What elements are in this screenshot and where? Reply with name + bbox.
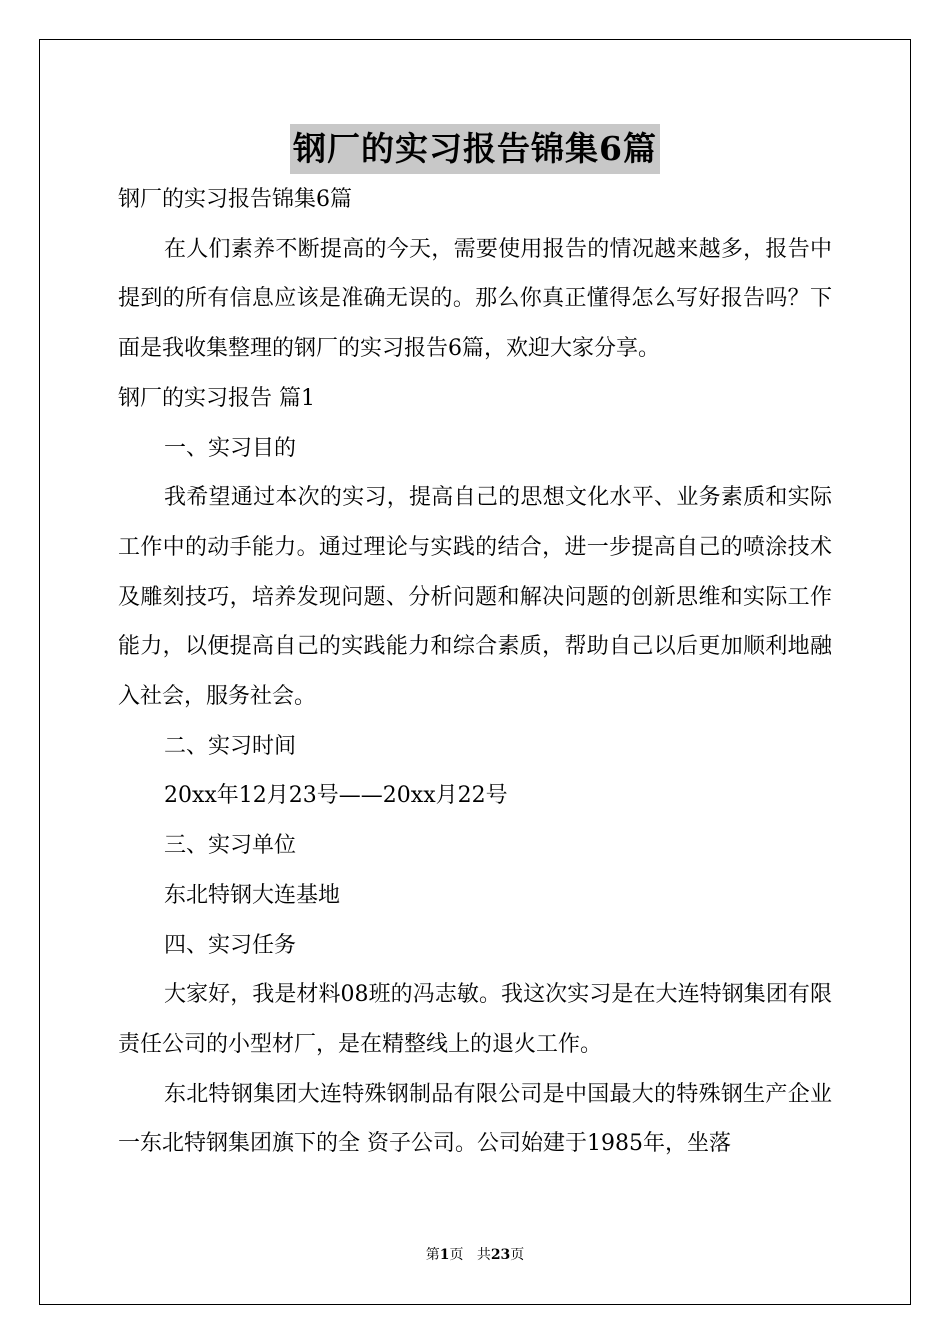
paragraph-time: 20xx年12月23号——20xx月22号 bbox=[164, 783, 508, 809]
subheading-unit: 三、实习单位 bbox=[164, 833, 297, 859]
total-suffix: 页 bbox=[510, 1247, 525, 1263]
page-number: 1 bbox=[439, 1247, 450, 1263]
subheading-purpose: 一、实习目的 bbox=[164, 435, 297, 461]
section-heading: 钢厂的实习报告 篇1 bbox=[118, 385, 315, 411]
total-prefix: 共 bbox=[476, 1247, 491, 1263]
subheading-time: 二、实习时间 bbox=[164, 733, 297, 759]
paragraph-unit: 东北特钢大连基地 bbox=[164, 882, 341, 908]
page-prefix: 第 bbox=[425, 1247, 440, 1263]
document-title: 钢厂的实习报告锦集6篇 bbox=[290, 124, 660, 174]
intro-paragraph: 在人们素养不断提高的今天，需要使用报告的情况越来越多，报告中提到的所有信息应该是准确无误的。那么你真正懂得怎么写好报告吗？下面是我收集整理的钢厂的实习报告6篇，欢迎大家分享。 bbox=[118, 236, 832, 362]
paragraph-task: 大家好，我是材料08班的冯志敏。我这次实习是在大连特钢集团有限责任公司的小型材厂，是在精整线上的退火工作。 bbox=[118, 982, 832, 1057]
paragraph-purpose: 我希望通过本次的实习，提高自己的思想文化水平、业务素质和实际工作中的动手能力。通过理论与实践的结合，进一步提高自己的喷涂技术及雕刻技巧，培养发现问题、分析问题和解决问题的创新思维和实际工作能力，以便提高自己的实践能力和综合素质，帮助自己以后更加顺利地融入社会，服务社会。 bbox=[118, 485, 832, 710]
page-footer bbox=[0, 1245, 950, 1265]
document-body bbox=[118, 175, 832, 1169]
title-container bbox=[0, 124, 950, 174]
paragraph-company: 东北特钢集团大连特殊钢制品有限公司是中国最大的特殊钢生产企业一东北特钢集团旗下的全 资子公司。公司始建于1985年，坐落 bbox=[118, 1081, 832, 1157]
page-suffix: 页 bbox=[449, 1247, 464, 1263]
total-pages: 23 bbox=[490, 1247, 511, 1263]
subheading-task: 四、实习任务 bbox=[164, 932, 297, 958]
document-subtitle: 钢厂的实习报告锦集6篇 bbox=[118, 187, 352, 212]
